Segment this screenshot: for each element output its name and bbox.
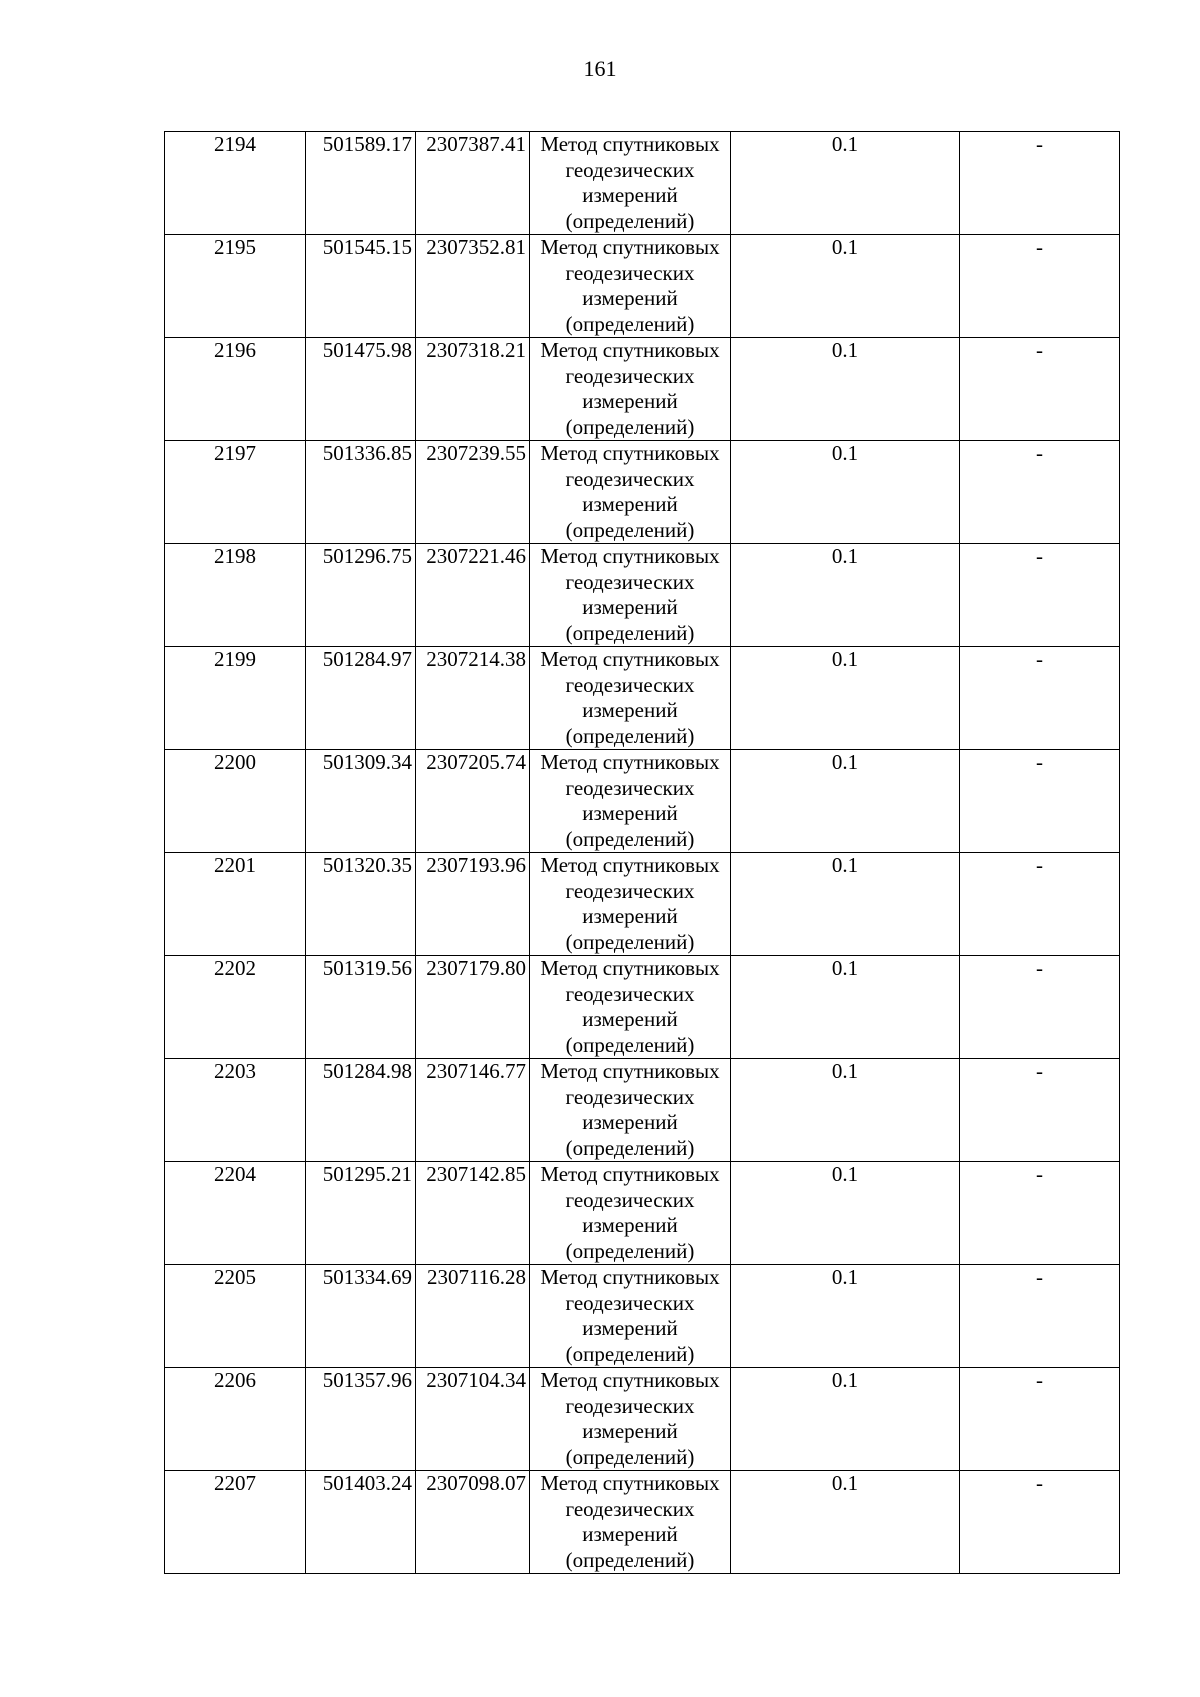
point-number-cell: 2201 bbox=[165, 853, 306, 956]
y-coordinate-cell: 2307179.80 bbox=[416, 956, 530, 1059]
note-cell: - bbox=[960, 544, 1120, 647]
y-coordinate-cell: 2307214.38 bbox=[416, 647, 530, 750]
y-coordinate-cell: 2307318.21 bbox=[416, 338, 530, 441]
accuracy-cell: 0.1 bbox=[731, 647, 960, 750]
point-number-cell: 2198 bbox=[165, 544, 306, 647]
point-number-cell: 2203 bbox=[165, 1059, 306, 1162]
x-coordinate-cell: 501295.21 bbox=[306, 1162, 416, 1265]
x-coordinate-cell: 501309.34 bbox=[306, 750, 416, 853]
method-cell: Метод спутниковых геодезических измерений (определений) bbox=[530, 441, 731, 544]
method-cell: Метод спутниковых геодезических измерений (определений) bbox=[530, 1059, 731, 1162]
y-coordinate-cell: 2307221.46 bbox=[416, 544, 530, 647]
accuracy-cell: 0.1 bbox=[731, 1368, 960, 1471]
accuracy-cell: 0.1 bbox=[731, 1162, 960, 1265]
method-cell: Метод спутниковых геодезических измерений (определений) bbox=[530, 544, 731, 647]
table-row bbox=[165, 338, 1120, 441]
coordinates-table bbox=[164, 131, 1120, 1574]
accuracy-cell: 0.1 bbox=[731, 750, 960, 853]
note-cell: - bbox=[960, 1265, 1120, 1368]
y-coordinate-cell: 2307104.34 bbox=[416, 1368, 530, 1471]
note-cell: - bbox=[960, 647, 1120, 750]
point-number-cell: 2199 bbox=[165, 647, 306, 750]
point-number-cell: 2194 bbox=[165, 132, 306, 235]
note-cell: - bbox=[960, 1162, 1120, 1265]
table-row bbox=[165, 1265, 1120, 1368]
accuracy-cell: 0.1 bbox=[731, 544, 960, 647]
x-coordinate-cell: 501475.98 bbox=[306, 338, 416, 441]
y-coordinate-cell: 2307239.55 bbox=[416, 441, 530, 544]
method-cell: Метод спутниковых геодезических измерений (определений) bbox=[530, 647, 731, 750]
x-coordinate-cell: 501545.15 bbox=[306, 235, 416, 338]
point-number-cell: 2206 bbox=[165, 1368, 306, 1471]
point-number-cell: 2205 bbox=[165, 1265, 306, 1368]
method-cell: Метод спутниковых геодезических измерений (определений) bbox=[530, 956, 731, 1059]
x-coordinate-cell: 501284.97 bbox=[306, 647, 416, 750]
accuracy-cell: 0.1 bbox=[731, 853, 960, 956]
method-cell: Метод спутниковых геодезических измерений (определений) bbox=[530, 1368, 731, 1471]
point-number-cell: 2202 bbox=[165, 956, 306, 1059]
table-row bbox=[165, 750, 1120, 853]
accuracy-cell: 0.1 bbox=[731, 1059, 960, 1162]
method-cell: Метод спутниковых геодезических измерений (определений) bbox=[530, 1471, 731, 1574]
note-cell: - bbox=[960, 441, 1120, 544]
y-coordinate-cell: 2307142.85 bbox=[416, 1162, 530, 1265]
table-row bbox=[165, 647, 1120, 750]
x-coordinate-cell: 501336.85 bbox=[306, 441, 416, 544]
method-cell: Метод спутниковых геодезических измерений (определений) bbox=[530, 750, 731, 853]
accuracy-cell: 0.1 bbox=[731, 1471, 960, 1574]
y-coordinate-cell: 2307387.41 bbox=[416, 132, 530, 235]
x-coordinate-cell: 501589.17 bbox=[306, 132, 416, 235]
y-coordinate-cell: 2307352.81 bbox=[416, 235, 530, 338]
method-cell: Метод спутниковых геодезических измерений (определений) bbox=[530, 1162, 731, 1265]
point-number-cell: 2200 bbox=[165, 750, 306, 853]
accuracy-cell: 0.1 bbox=[731, 132, 960, 235]
x-coordinate-cell: 501284.98 bbox=[306, 1059, 416, 1162]
note-cell: - bbox=[960, 1368, 1120, 1471]
method-cell: Метод спутниковых геодезических измерений (определений) bbox=[530, 235, 731, 338]
table-row bbox=[165, 132, 1120, 235]
point-number-cell: 2204 bbox=[165, 1162, 306, 1265]
point-number-cell: 2197 bbox=[165, 441, 306, 544]
table-row bbox=[165, 235, 1120, 338]
accuracy-cell: 0.1 bbox=[731, 441, 960, 544]
y-coordinate-cell: 2307146.77 bbox=[416, 1059, 530, 1162]
note-cell: - bbox=[960, 750, 1120, 853]
x-coordinate-cell: 501403.24 bbox=[306, 1471, 416, 1574]
note-cell: - bbox=[960, 1059, 1120, 1162]
y-coordinate-cell: 2307193.96 bbox=[416, 853, 530, 956]
accuracy-cell: 0.1 bbox=[731, 338, 960, 441]
table-row bbox=[165, 1162, 1120, 1265]
note-cell: - bbox=[960, 853, 1120, 956]
x-coordinate-cell: 501319.56 bbox=[306, 956, 416, 1059]
page-number: 161 bbox=[583, 56, 617, 81]
y-coordinate-cell: 2307098.07 bbox=[416, 1471, 530, 1574]
note-cell: - bbox=[960, 1471, 1120, 1574]
note-cell: - bbox=[960, 235, 1120, 338]
accuracy-cell: 0.1 bbox=[731, 956, 960, 1059]
table-row bbox=[165, 1471, 1120, 1574]
table-row bbox=[165, 441, 1120, 544]
coordinates-table-body bbox=[165, 132, 1120, 1574]
accuracy-cell: 0.1 bbox=[731, 1265, 960, 1368]
x-coordinate-cell: 501296.75 bbox=[306, 544, 416, 647]
method-cell: Метод спутниковых геодезических измерений (определений) bbox=[530, 132, 731, 235]
y-coordinate-cell: 2307205.74 bbox=[416, 750, 530, 853]
note-cell: - bbox=[960, 956, 1120, 1059]
point-number-cell: 2207 bbox=[165, 1471, 306, 1574]
table-row bbox=[165, 1368, 1120, 1471]
accuracy-cell: 0.1 bbox=[731, 235, 960, 338]
x-coordinate-cell: 501320.35 bbox=[306, 853, 416, 956]
method-cell: Метод спутниковых геодезических измерений (определений) bbox=[530, 853, 731, 956]
x-coordinate-cell: 501357.96 bbox=[306, 1368, 416, 1471]
table-row bbox=[165, 544, 1120, 647]
point-number-cell: 2196 bbox=[165, 338, 306, 441]
method-cell: Метод спутниковых геодезических измерений (определений) bbox=[530, 1265, 731, 1368]
x-coordinate-cell: 501334.69 bbox=[306, 1265, 416, 1368]
table-row bbox=[165, 956, 1120, 1059]
note-cell: - bbox=[960, 132, 1120, 235]
table-row bbox=[165, 853, 1120, 956]
table-row bbox=[165, 1059, 1120, 1162]
note-cell: - bbox=[960, 338, 1120, 441]
y-coordinate-cell: 2307116.28 bbox=[416, 1265, 530, 1368]
point-number-cell: 2195 bbox=[165, 235, 306, 338]
method-cell: Метод спутниковых геодезических измерений (определений) bbox=[530, 338, 731, 441]
